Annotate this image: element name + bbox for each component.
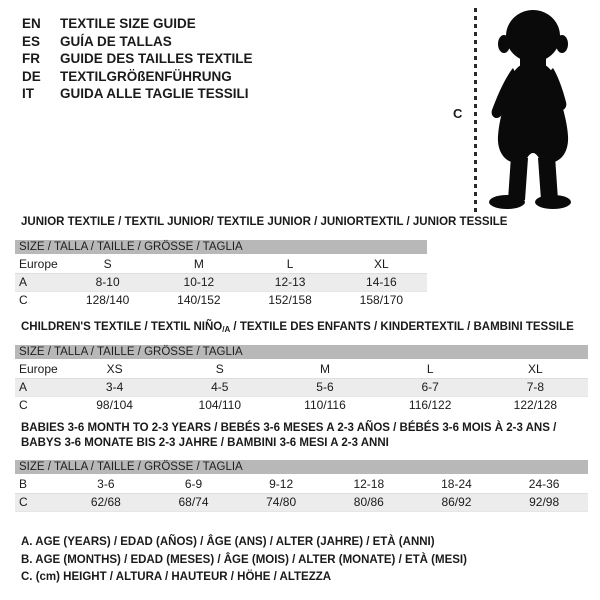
junior-size-table [15,240,427,309]
legend-note-c: C. (cm) HEIGHT / ALTURA / HAUTEUR / HÖHE / ALTEZZA [21,571,332,583]
size-cell: 80/86 [325,494,413,512]
size-cell: 86/92 [413,494,501,512]
children-table-title [21,321,574,334]
language-title-block [22,15,253,103]
height-measure-dotted-line [474,8,477,213]
row-label: B [19,477,28,491]
height-measure-figure [450,4,596,216]
table-row [15,292,427,310]
junior-table-title: JUNIOR TEXTILE / TEXTIL JUNIOR/ TEXTILE JUNIOR / JUNIORTEXTIL / JUNIOR TESSILE [21,216,508,228]
size-cell: M [319,362,330,376]
table-row [15,255,427,274]
row-label: A [15,379,62,397]
size-cell: 6-7 [378,379,483,397]
table-row [15,360,588,379]
language-row-es [22,33,253,51]
row-label: C [19,398,28,412]
size-cell: 152/158 [268,293,312,307]
table-row [15,274,427,292]
size-cell: S [215,362,224,376]
size-header-bar: SIZE / TALLA / TAILLE / GRÖSSE / TAGLIA [15,460,588,475]
language-row-it [22,85,253,103]
size-cell: S [103,257,112,271]
size-cell: XS [106,362,123,376]
children-title-text: / TEXTILE DES ENFANTS / KINDERTEXTIL / BAMBINI TESSILE [230,321,574,333]
size-cell: 24-36 [528,477,560,491]
size-cell: 8-10 [62,274,153,292]
table-row [15,494,588,512]
language-code: EN [22,16,41,31]
size-cell: L [426,362,434,376]
row-label: Europe [19,362,58,376]
size-cell: 98/104 [96,398,133,412]
size-cell: 104/110 [198,398,242,412]
babies-table-title [21,421,556,451]
size-cell: M [193,257,204,271]
language-row-en [22,15,253,33]
size-cell: 128/140 [85,293,130,307]
size-cell: 68/74 [150,494,238,512]
table-row [15,397,588,415]
size-header-bar: SIZE / TALLA / TAILLE / GRÖSSE / TAGLIA [15,240,427,255]
size-cell: 7-8 [483,379,588,397]
height-measure-label: C [453,106,463,121]
size-cell: 62/68 [62,494,150,512]
size-cell: 9-12 [269,477,294,491]
language-row-de [22,68,253,86]
size-cell: 10-12 [153,274,244,292]
size-cell: 3-6 [97,477,115,491]
children-size-table [15,345,588,414]
row-label: C [19,293,28,307]
language-code: FR [22,51,40,66]
children-title-subscript: /A [222,325,231,334]
size-cell: 14-16 [336,274,427,292]
size-cell: 74/80 [237,494,325,512]
size-cell: 92/98 [500,494,588,512]
size-header-bar: SIZE / TALLA / TAILLE / GRÖSSE / TAGLIA [15,345,588,360]
legend-note-b: B. AGE (MONTHS) / EDAD (MESES) / ÂGE (MOIS) / ALTER (MONATE) / ETÀ (MESI) [21,553,467,566]
table-row [15,475,588,494]
babies-title-line1: BABIES 3-6 MONTH TO 2-3 YEARS / BEBÉS 3-6 MESES A 2-3 AÑOS / BÉBÉS 3-6 MOIS À 2-3 ANS / [21,422,557,434]
row-label: A [15,274,62,292]
legend-notes [21,534,467,587]
size-cell: 4-5 [167,379,272,397]
size-cell: 12-13 [245,274,336,292]
guide-title: TEXTILE SIZE GUIDE [60,16,196,31]
language-code: ES [22,33,41,49]
guide-title: TEXTILGRÖßENFÜHRUNG [60,68,232,84]
legend-note-a: A. AGE (YEARS) / EDAD (AÑOS) / ÂGE (ANS) / ALTER (JAHRE) / ETÀ (ANNI) [21,536,435,548]
size-cell: XL [374,257,389,271]
size-cell: L [286,257,294,271]
toddler-silhouette-icon [482,6,594,214]
babies-size-table [15,460,588,512]
size-cell: 18-24 [441,477,472,491]
size-cell: 6-9 [184,477,203,491]
size-cell: 110/116 [304,398,346,412]
language-row-fr [22,50,253,68]
size-cell: 116/122 [408,398,452,412]
size-cell: 3-4 [62,379,167,397]
row-label: Europe [19,257,58,271]
size-cell: 12-18 [353,477,385,491]
size-cell: 122/128 [513,398,558,412]
size-cell: 5-6 [272,379,377,397]
size-cell: 140/152 [177,293,221,307]
size-cell: XL [528,362,543,376]
language-code: IT [22,86,34,101]
row-label: C [15,494,62,512]
language-code: DE [22,68,41,84]
table-row [15,379,588,397]
guide-title: GUIDA ALLE TAGLIE TESSILI [60,86,249,101]
children-title-text: CHILDREN'S TEXTILE / TEXTIL NIÑO [21,321,223,333]
guide-title: GUÍA DE TALLAS [60,33,172,49]
size-cell: 158/170 [359,293,404,307]
babies-title-line2: BABYS 3-6 MONATE BIS 2-3 JAHRE / BAMBINI 3-6 MESI A 2-3 ANNI [21,437,389,449]
guide-title: GUIDE DES TAILLES TEXTILE [60,51,253,66]
